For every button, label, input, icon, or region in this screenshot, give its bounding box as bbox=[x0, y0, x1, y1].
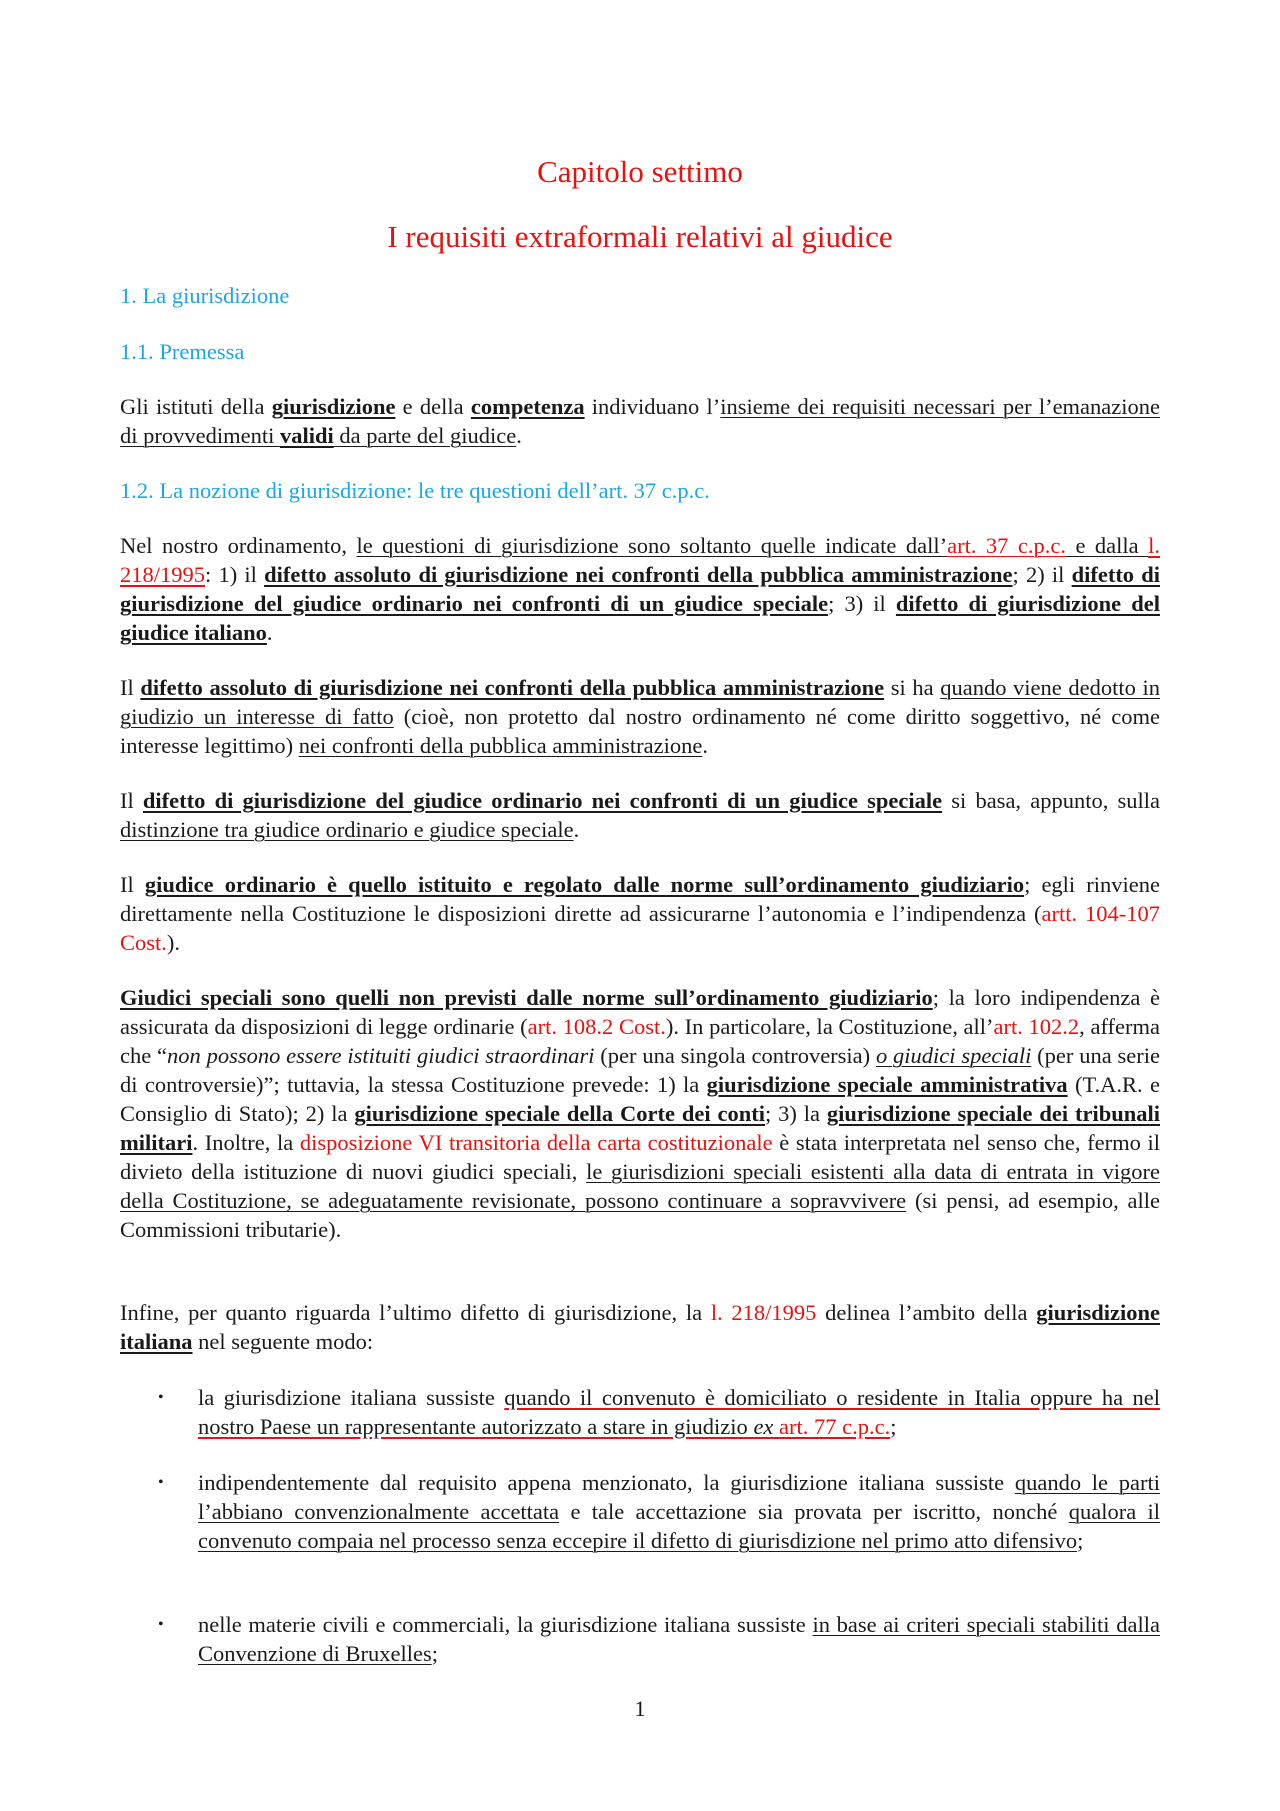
list-item: • la giurisdizione italiana sussiste quando il convenuto è domiciliato o residente in Italia oppure ha nel nostro Paese un rappresentante autorizzato a stare in giudizio ex art. 77 c.p.c.; bbox=[158, 1385, 1160, 1439]
bullet-icon: • bbox=[158, 1474, 164, 1491]
bold-term: difetto assoluto di giurisdizione nei confronti della pubblica amministrazione bbox=[140, 675, 885, 700]
paragraph-giudici-speciali: Giudici speciali sono quelli non previsti dalle norme sull’ordinamento giudiziario; la loro indipendenza è assicurata da disposizioni di legge ordinarie (art. 108.2 Cost.). In particolare, la Costituzione, all’art. 102.2, afferma che “non possono essere istituiti giudici straordinari (per una singola controversia) o giudici speciali (per una serie di controversie)”; tuttavia, la stessa Costituzione prevede: 1) la giurisdizione speciale amministrativa (T.A.R. e Consiglio di Stato); 2) la giurisdizione speciale della Corte dei conti; 3) la giurisdizione speciale dei tribunali militari. Inoltre, la disposizione VI transitoria della carta costituzionale è stata interpretata nel senso che, fermo il divieto della istituzione di nuovi giudici speciali, le giurisdizioni speciali esistenti alla data di entrata in vigore della Costituzione, se adeguatamente revisionate, possono continuare a sopravvivere (si pensi, ad esempio, alle Commissioni tributarie). bbox=[120, 985, 1161, 1242]
bold-term: giudice ordinario è quello istituito e regolato dalle norme sull’ordinamento giudiziario bbox=[144, 872, 1025, 897]
section-heading-1: 1. La giurisdizione bbox=[120, 283, 290, 308]
bullet-list bbox=[120, 1610, 1160, 1668]
law-reference: art. 77 c.p.c. bbox=[779, 1414, 891, 1439]
paragraph-giudice-ordinario: Il giudice ordinario è quello istituito e regolato dalle norme sull’ordinamento giudiziario; egli rinviene direttamente nella Costituzione le disposizioni dirette ad assicurarne l’autonomia e l’indipendenza (artt. 104-107 Cost.). bbox=[120, 872, 1160, 955]
bold-term: giurisdizione speciale della Corte dei conti bbox=[354, 1101, 765, 1126]
paragraph-difetto-ordinario: Il difetto di giurisdizione del giudice ordinario nei confronti di un giudice speciale si basa, appunto, sulla distinzione tra giudice ordinario e giudice speciale. bbox=[120, 788, 1160, 842]
law-reference: disposizione VI transitoria della carta costituzionale bbox=[299, 1130, 773, 1155]
bold-term: validi bbox=[279, 423, 334, 448]
law-reference: art. 37 c.p.c. bbox=[947, 533, 1066, 558]
chapter-subtitle: I requisiti extraformali relativi al giudice bbox=[387, 219, 893, 254]
page-number: 1 bbox=[634, 1696, 646, 1721]
bold-term: difetto di giurisdizione del giudice ordinario nei confronti di un giudice speciale bbox=[120, 562, 1161, 616]
law-reference: l. 218/1995 bbox=[120, 533, 1160, 587]
paragraph-ordinamento: Nel nostro ordinamento, le questioni di giurisdizione sono soltanto quelle indicate dall’art. 37 c.p.c. e dalla l. 218/1995: 1) il difetto assoluto di giurisdizione nei confronti della pubblica amministrazione; 2) il difetto di giurisdizione del giudice ordinario nei confronti di un giudice speciale; 3) il difetto di giurisdizione del giudice italiano. bbox=[120, 533, 1161, 645]
bold-term: Giudici speciali sono quelli non previsti dalle norme sull’ordinamento giudiziario bbox=[120, 985, 933, 1010]
bold-term: giurisdizione italiana bbox=[120, 1300, 1160, 1354]
bold-term: difetto assoluto di giurisdizione nei confronti della pubblica amministrazione bbox=[264, 562, 1013, 587]
list-item: • nelle materie civili e commerciali, la giurisdizione italiana sussiste in base ai criteri speciali stabiliti dalla Convenzione di Bruxelles; bbox=[158, 1612, 1160, 1666]
law-reference: artt. 104-107 Cost. bbox=[120, 901, 1160, 955]
bold-term: difetto di giurisdizione del giudice ordinario nei confronti di un giudice speciale bbox=[142, 788, 943, 813]
bullet-icon: • bbox=[158, 1616, 164, 1633]
paragraph-premessa: Gli istituti della giurisdizione e della competenza individuano l’insieme dei requisiti necessari per l’emanazione di provvedimenti validi da parte del giudice. bbox=[120, 394, 1161, 448]
list-item: • indipendentemente dal requisito appena menzionato, la giurisdizione italiana sussiste quando le parti l’abbiano convenzionalmente accettata e tale accettazione sia provata per iscritto, nonché qualora il convenuto compaia nel processo senza eccepire il difetto di giurisdizione nel primo atto difensivo; bbox=[158, 1470, 1160, 1553]
bullet-icon: • bbox=[158, 1389, 164, 1406]
bullet-list bbox=[120, 1468, 1160, 1555]
bold-term: giurisdizione speciale dei tribunali militari bbox=[120, 1101, 1160, 1155]
bold-term: giurisdizione speciale amministrativa bbox=[706, 1072, 1068, 1097]
paragraph-giurisdizione-italiana: Infine, per quanto riguarda l’ultimo difetto di giurisdizione, la l. 218/1995 delinea l’ambito della giurisdizione italiana nel seguente modo: bbox=[120, 1300, 1160, 1354]
chapter-title: Capitolo settimo bbox=[537, 154, 743, 189]
law-reference: art. 102.2 bbox=[993, 1014, 1080, 1039]
section-heading-1-2: 1.2. La nozione di giurisdizione: le tre questioni dell’art. 37 c.p.c. bbox=[120, 478, 710, 503]
paragraph-difetto-assoluto: Il difetto assoluto di giurisdizione nei confronti della pubblica amministrazione si ha quando viene dedotto in giudizio un interesse di fatto (cioè, non protetto dal nostro ordinamento né come diritto soggettivo, né come interesse legittimo) nei confronti della pubblica amministrazione. bbox=[120, 675, 1160, 758]
bold-term: difetto di giurisdizione del giudice italiano bbox=[120, 591, 1160, 645]
bold-term: competenza bbox=[470, 394, 585, 419]
law-reference: art. 108.2 Cost. bbox=[527, 1014, 666, 1039]
bold-term: giurisdizione bbox=[271, 394, 396, 419]
bullet-list bbox=[120, 1383, 1160, 1441]
law-reference: l. 218/1995 bbox=[710, 1300, 817, 1325]
section-heading-1-1: 1.1. Premessa bbox=[120, 339, 245, 364]
